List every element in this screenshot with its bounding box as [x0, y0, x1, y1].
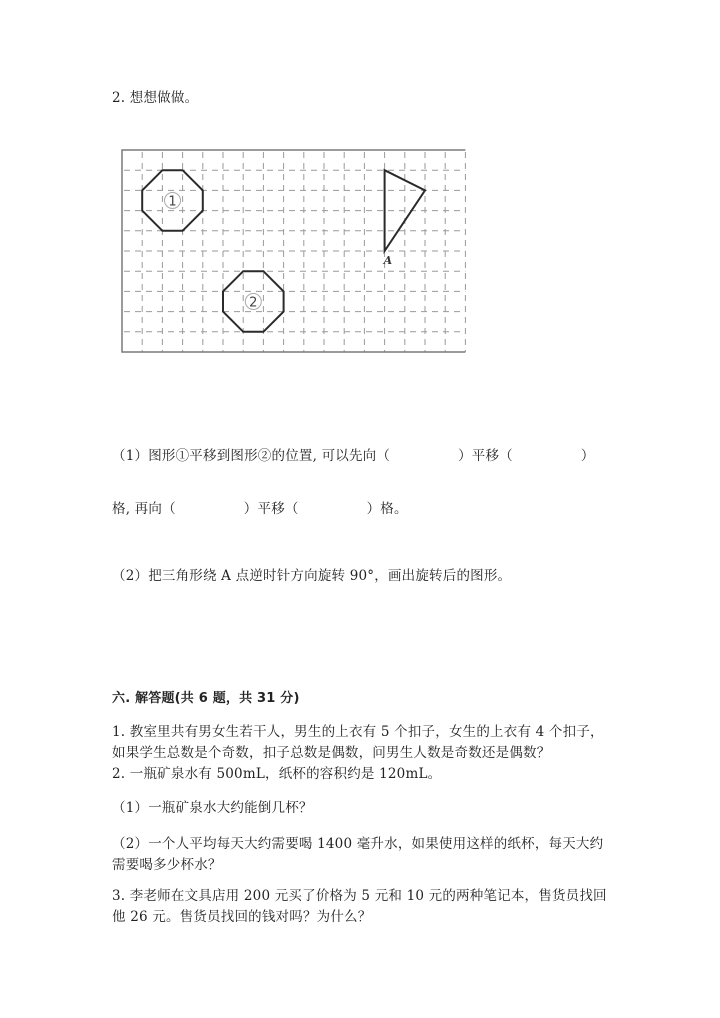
problem-3: 3. 李老师在文具店用 200 元买了价格为 5 元和 10 元的两种笔记本，售货员找回他 26 元。售货员找回的钱对吗？为什么？: [112, 888, 607, 925]
section-6-heading: 六. 解答题(共 6 题，共 31 分): [112, 691, 300, 706]
vertex-label-a: A: [383, 254, 393, 267]
octagon-1-label: 1: [168, 194, 177, 210]
sub1-suffix: ）: [580, 448, 595, 464]
problem-2: 2. 一瓶矿泉水有 500mL，纸杯的容积约是 120mL。: [112, 766, 442, 782]
sub1b-mid: ）平移（: [243, 501, 299, 517]
problem-2-sub-2: （2）一个人平均每天大约需要喝 1400 毫升水，如果使用这样的纸杯，每天大约需要喝多少杯水？: [112, 836, 604, 873]
sub-question-2: （2）把三角形绕 A 点逆时针方向旋转 90°，画出旋转后的图形。: [112, 568, 512, 584]
question-title: 2. 想想做做。: [112, 90, 199, 106]
sub-question-1-line-2: [112, 499, 408, 519]
sub1b-suffix: ）格。: [366, 501, 408, 517]
problem-1: 1. 教室里共有男女生若干人，男生的上衣有 5 个扣子，女生的上衣有 4 个扣子，如果学生总数是个奇数，扣子总数是偶数，问男生人数是奇数还是偶数？: [112, 724, 604, 761]
sub-question-1-line-1: [112, 446, 595, 466]
octagon-2-label: 2: [249, 295, 258, 311]
grid-figure: [112, 140, 482, 365]
problem-2-sub-1: （1）一瓶矿泉水大约能倒几杯？: [112, 800, 313, 816]
sub1-prefix: （1）图形①平移到图形②的位置, 可以先向（: [112, 448, 391, 464]
sub1b-prefix: 格, 再向（: [112, 501, 176, 517]
sub1-mid: ）平移（: [458, 448, 513, 464]
